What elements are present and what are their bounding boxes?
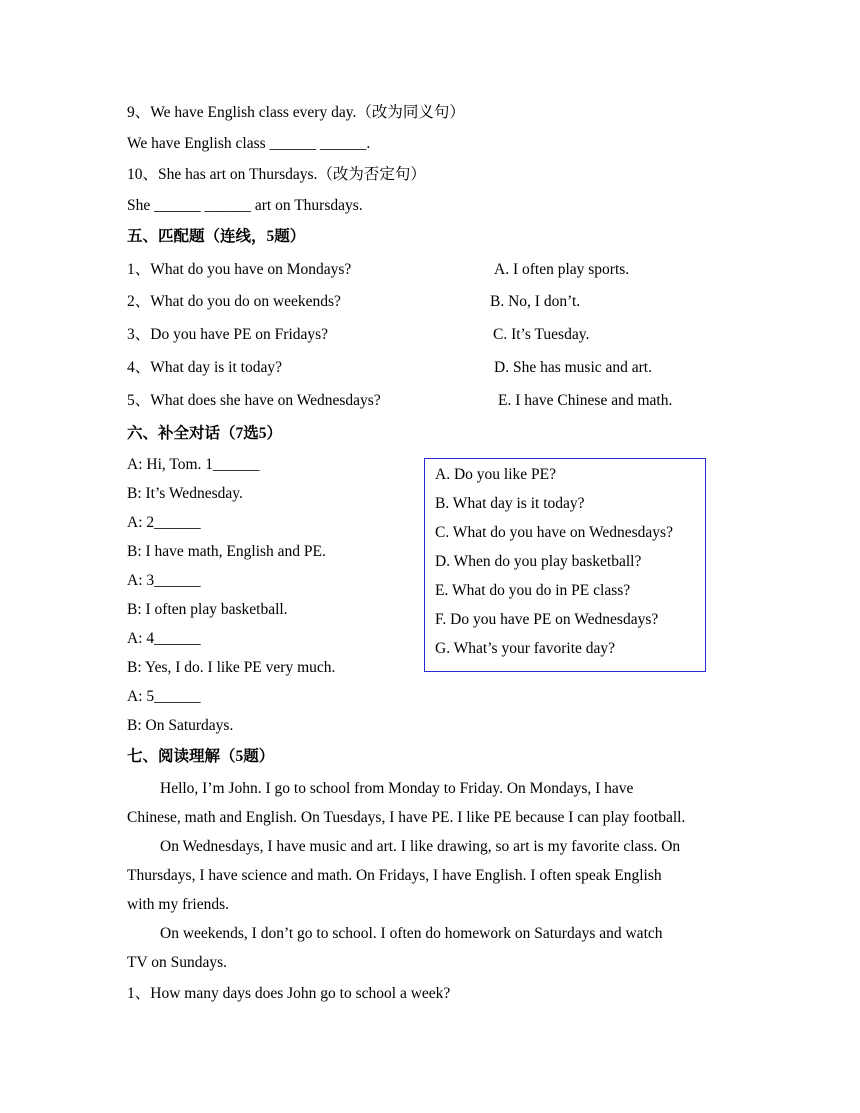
matching-question: 3、Do you have PE on Fridays? bbox=[127, 326, 329, 343]
dialogue-option: C. What do you have on Wednesdays? bbox=[435, 524, 673, 541]
matching-question: 4、What day is it today? bbox=[127, 359, 282, 376]
question-10: 10、She has art on Thursdays.（改为否定句） bbox=[127, 166, 426, 183]
dialogue-line: B: On Saturdays. bbox=[127, 717, 234, 734]
reading-passage-line: with my friends. bbox=[127, 896, 230, 913]
matching-question: 5、What does she have on Wednesdays? bbox=[127, 392, 381, 409]
dialogue-line: A: 4______ bbox=[127, 630, 201, 647]
dialogue-heading: 六、补全对话（7选5） bbox=[127, 425, 283, 442]
matching-answer: E. I have Chinese and math. bbox=[498, 392, 673, 409]
reading-passage-line: Hello, I’m John. I go to school from Monday to Friday. On Mondays, I have bbox=[160, 780, 634, 797]
dialogue-line: B: I have math, English and PE. bbox=[127, 543, 326, 560]
matching-answer: A. I often play sports. bbox=[494, 261, 630, 278]
reading-question-1: 1、How many days does John go to school a week? bbox=[127, 985, 451, 1002]
reading-passage-line: On weekends, I don’t go to school. I often do homework on Saturdays and watch bbox=[160, 925, 663, 942]
dialogue-option: B. What day is it today? bbox=[435, 495, 585, 512]
dialogue-line: A: 3______ bbox=[127, 572, 201, 589]
matching-heading: 五、匹配题（连线，5题） bbox=[127, 228, 306, 245]
dialogue-option: D. When do you play basketball? bbox=[435, 553, 642, 570]
dialogue-line: A: 5______ bbox=[127, 688, 201, 705]
reading-passage-line: On Wednesdays, I have music and art. I like drawing, so art is my favorite class. On bbox=[160, 838, 681, 855]
dialogue-option: E. What do you do in PE class? bbox=[435, 582, 631, 599]
dialogue-line: B: It’s Wednesday. bbox=[127, 485, 243, 502]
reading-passage-line: TV on Sundays. bbox=[127, 954, 228, 971]
dialogue-line: A: 2______ bbox=[127, 514, 201, 531]
reading-passage-line: Thursdays, I have science and math. On Fridays, I have English. I often speak English bbox=[127, 867, 662, 884]
question-10-answer-line: She ______ ______ art on Thursdays. bbox=[127, 197, 363, 214]
dialogue-options-box bbox=[424, 458, 706, 672]
matching-question: 1、What do you have on Mondays? bbox=[127, 261, 352, 278]
matching-question: 2、What do you do on weekends? bbox=[127, 293, 341, 310]
matching-answer: C. It’s Tuesday. bbox=[493, 326, 590, 343]
dialogue-option: F. Do you have PE on Wednesdays? bbox=[435, 611, 659, 628]
dialogue-option: G. What’s your favorite day? bbox=[435, 640, 616, 657]
question-9: 9、We have English class every day.（改为同义句） bbox=[127, 104, 465, 121]
dialogue-option: A. Do you like PE? bbox=[435, 466, 556, 483]
matching-answer: B. No, I don’t. bbox=[490, 293, 581, 310]
reading-passage-line: Chinese, math and English. On Tuesdays, I have PE. I like PE because I can play football. bbox=[127, 809, 686, 826]
dialogue-line: B: Yes, I do. I like PE very much. bbox=[127, 659, 336, 676]
reading-heading: 七、阅读理解（5题） bbox=[127, 748, 275, 765]
dialogue-line: A: Hi, Tom. 1______ bbox=[127, 456, 260, 473]
dialogue-line: B: I often play basketball. bbox=[127, 601, 288, 618]
question-9-answer-line: We have English class ______ ______. bbox=[127, 135, 371, 152]
matching-answer: D. She has music and art. bbox=[494, 359, 652, 376]
